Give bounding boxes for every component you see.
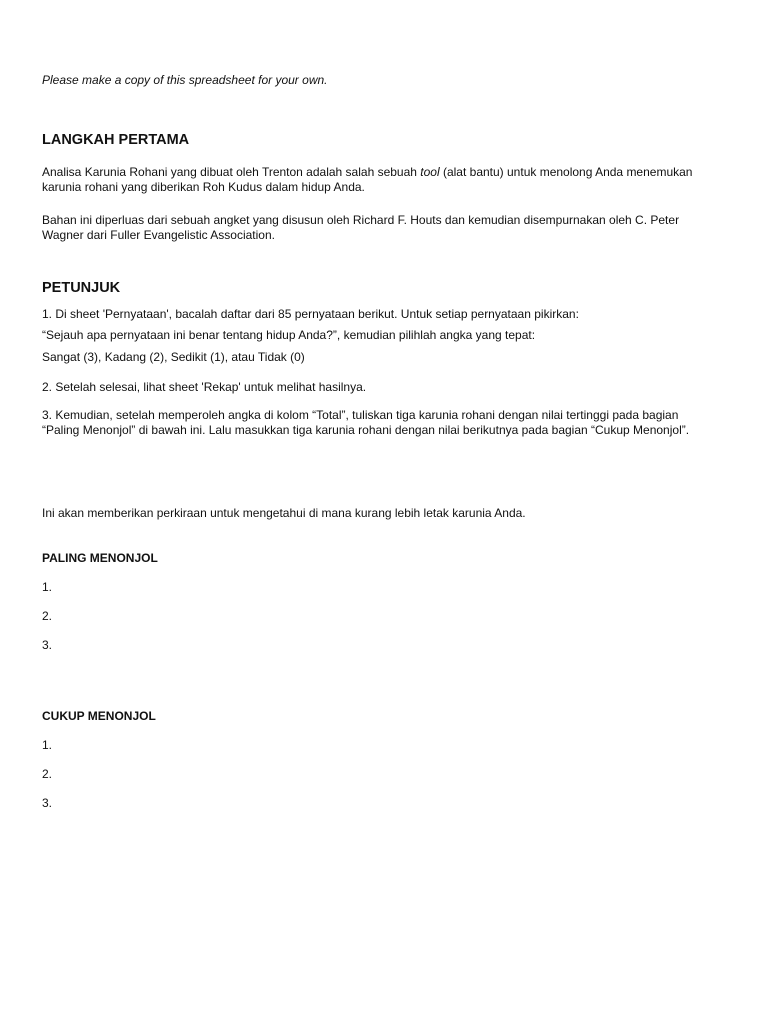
heading-cukup-menonjol: CUKUP MENONJOL — [42, 709, 156, 723]
paragraph-2-line-1: Bahan ini diperluas dari sebuah angket yang disusun oleh Richard F. Houts dan kemudian disempurnakan oleh C. Peter — [42, 213, 680, 227]
copy-note: Please make a copy of this spreadsheet for your own. — [42, 73, 328, 87]
heading-langkah-pertama: LANGKAH PERTAMA — [42, 132, 190, 148]
step-3-line-1: 3. Kemudian, setelah memperoleh angka di kolom “Total”, tuliskan tiga karunia rohani dengan nilai tertinggi pada bagian — [42, 408, 679, 422]
cukup-item-3: 3. — [42, 796, 53, 810]
step-1-line-3: Sangat (3), Kadang (2), Sedikit (1), atau Tidak (0) — [42, 350, 305, 364]
paragraph-1-line-1 — [42, 165, 692, 180]
step-2: 2. Setelah selesai, lihat sheet 'Rekap' untuk melihat hasilnya. — [42, 380, 367, 394]
step-1-line-2: “Sejauh apa pernyataan ini benar tentang hidup Anda?”, kemudian pilihlah angka yang tepat: — [42, 328, 536, 342]
document-content — [42, 0, 693, 1024]
paling-item-3: 3. — [42, 638, 53, 652]
paling-item-2: 2. — [42, 609, 53, 623]
cukup-item-1: 1. — [42, 738, 53, 752]
step-1-line-1: 1. Di sheet 'Pernyataan', bacalah daftar dari 85 pernyataan berikut. Untuk setiap pernyataan pikirkan: — [42, 307, 579, 321]
paragraph-2-line-2: Wagner dari Fuller Evangelistic Association. — [42, 228, 275, 242]
paragraph-1-italic-tool: tool — [420, 165, 440, 179]
heading-petunjuk: PETUNJUK — [42, 280, 121, 296]
step-3-line-2: “Paling Menonjol” di bawah ini. Lalu masukkan tiga karunia rohani dengan nilai berikutnya pada bagian “Cukup Menonjol”. — [42, 423, 690, 437]
cukup-item-2: 2. — [42, 767, 53, 781]
paragraph-1-line-2: karunia rohani yang diberikan Roh Kudus dalam hidup Anda. — [42, 180, 365, 194]
paragraph-1-text-before: Analisa Karunia Rohani yang dibuat oleh Trenton adalah salah sebuah — [42, 165, 421, 179]
paragraph-1-text-after: (alat bantu) untuk menolong Anda menemukan — [439, 165, 693, 179]
summary-text: Ini akan memberikan perkiraan untuk mengetahui di mana kurang lebih letak karunia Anda. — [42, 506, 526, 520]
paling-item-1: 1. — [42, 580, 53, 594]
heading-paling-menonjol: PALING MENONJOL — [42, 551, 158, 565]
